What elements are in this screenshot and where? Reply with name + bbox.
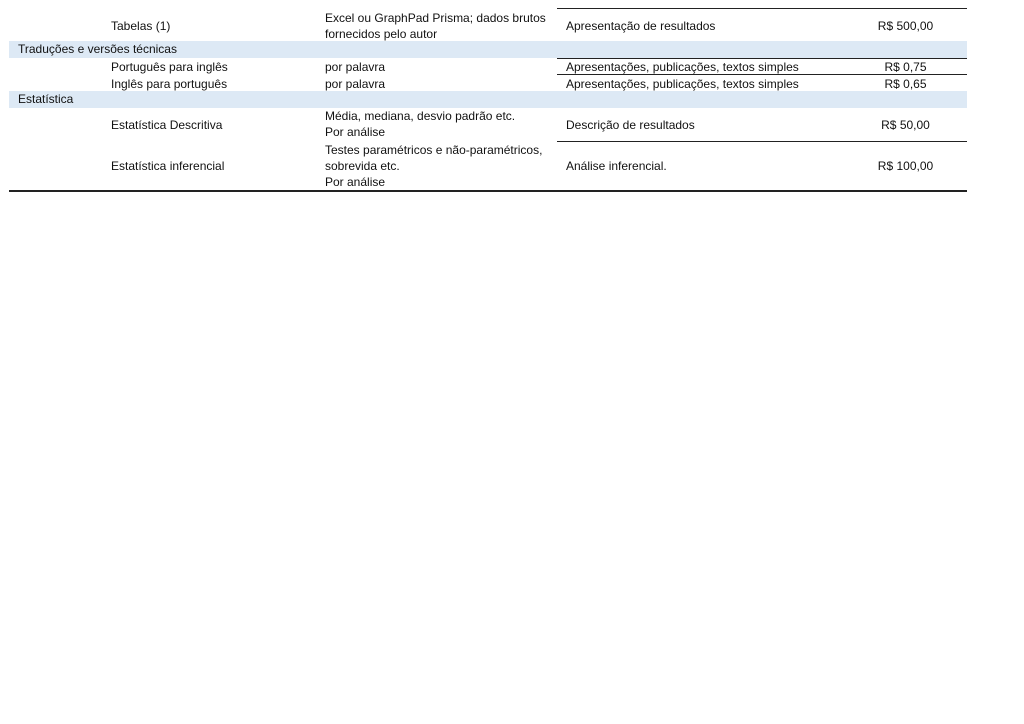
- service-price: R$ 50,00: [881, 118, 930, 132]
- service-price: R$ 500,00: [877, 19, 934, 33]
- service-detail: Excel ou GraphPad Prisma; dados brutos: [325, 11, 546, 25]
- service-use: Apresentações, publicações, textos simples: [566, 60, 799, 74]
- service-use: Apresentação de resultados: [566, 19, 716, 33]
- section-header: [9, 41, 967, 58]
- table-bottom-border: [9, 190, 967, 192]
- service-price: R$ 0,75: [884, 60, 927, 74]
- service-use: Descrição de resultados: [566, 118, 695, 132]
- service-detail: Por análise: [325, 125, 386, 139]
- service-name: Tabelas (1): [111, 19, 171, 33]
- service-detail: por palavra: [325, 60, 386, 74]
- row-divider: [557, 141, 967, 142]
- service-name: Estatística inferencial: [111, 159, 225, 173]
- service-detail: sobrevida etc.: [325, 159, 400, 173]
- service-price: R$ 0,65: [884, 77, 927, 91]
- section-title: Traduções e versões técnicas: [18, 42, 177, 56]
- service-price: R$ 100,00: [877, 159, 934, 173]
- service-use: Análise inferencial.: [566, 159, 667, 173]
- service-name: Inglês para português: [111, 77, 228, 91]
- service-detail: Média, mediana, desvio padrão etc.: [325, 109, 516, 123]
- row-divider: [557, 8, 967, 9]
- service-detail: Testes paramétricos e não-paramétricos,: [325, 143, 543, 157]
- row-divider: [557, 74, 967, 75]
- section-header: [9, 91, 967, 108]
- service-detail: Por análise: [325, 175, 386, 189]
- service-use: Apresentações, publicações, textos simples: [566, 77, 799, 91]
- service-detail: fornecidos pelo autor: [325, 27, 438, 41]
- section-title: Estatística: [18, 92, 74, 106]
- service-name: Estatística Descritiva: [111, 118, 223, 132]
- service-detail: por palavra: [325, 77, 386, 91]
- service-name: Português para inglês: [111, 60, 228, 74]
